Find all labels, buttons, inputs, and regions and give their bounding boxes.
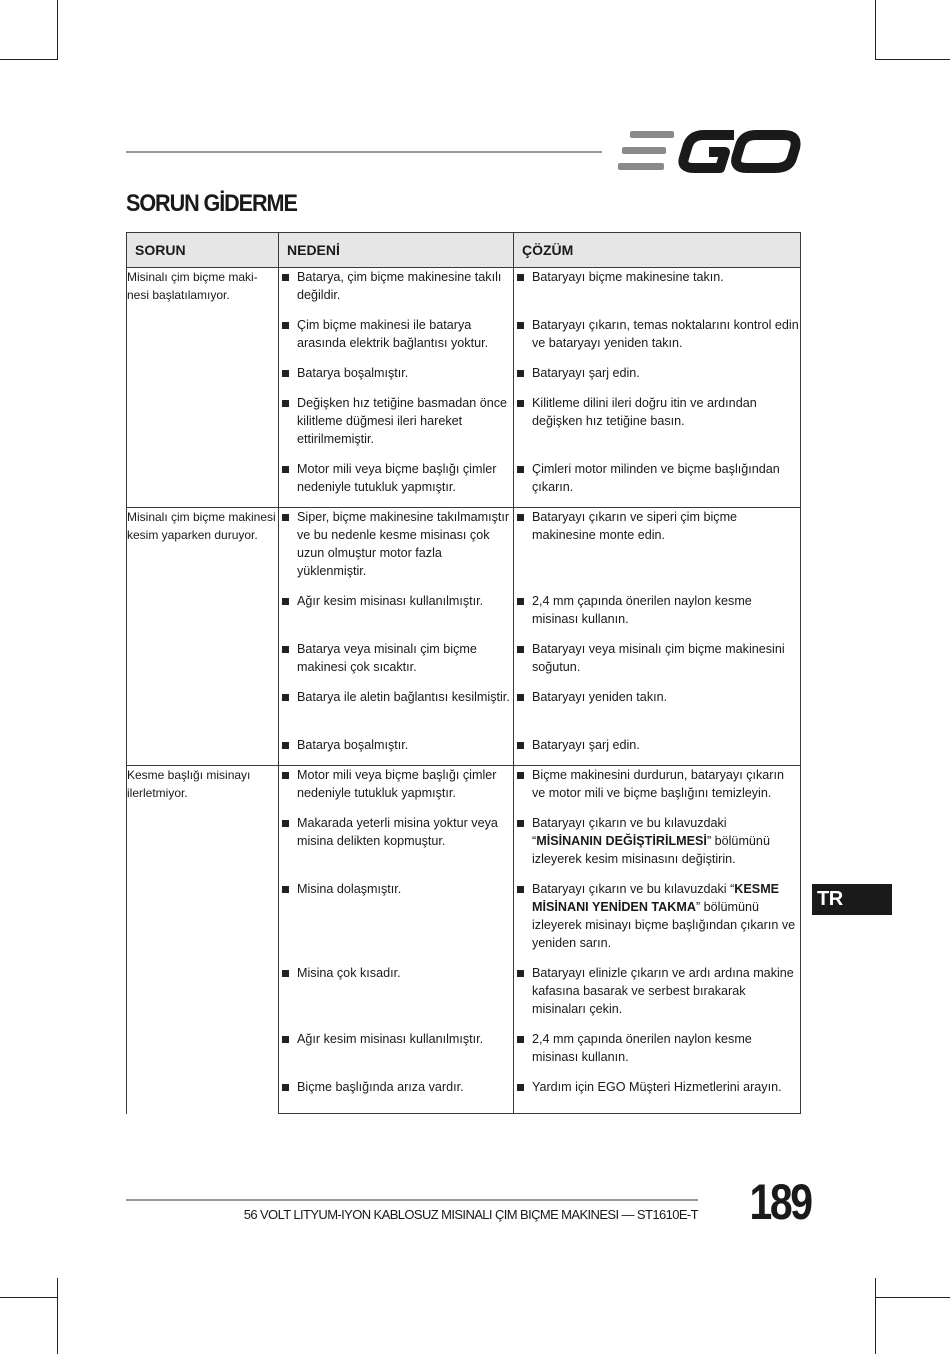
- bullet-icon: [282, 1036, 289, 1043]
- bullet-icon: [517, 820, 524, 827]
- problem-cell: Misinalı çim biçme maki-nesi başlatılamıyor.: [127, 268, 279, 508]
- cause-text: Motor mili veya biçme başlığı çimler nedeniyle tutukluk yapmıştır.: [297, 461, 497, 494]
- solution-cell: [514, 268, 801, 316]
- solution-text: 2,4 mm çapında önerilen naylon kesme misinası kullanın.: [532, 1031, 752, 1064]
- section-reference: MİSİNANIN DEĞİŞTİRİLMESİ: [536, 833, 707, 848]
- solution-cell: [514, 1078, 801, 1114]
- solution-text: [532, 880, 800, 952]
- cause-cell: [279, 964, 514, 1030]
- cause-text: Çim biçme makinesi ile batarya arasında elektrik bağlantısı yoktur.: [297, 317, 489, 350]
- crop-mark: [57, 0, 58, 60]
- cause-cell: [279, 814, 514, 880]
- solution-text-part: Bataryayı çıkarın ve bu kılavuzdaki “: [532, 881, 735, 896]
- bullet-icon: [517, 772, 524, 779]
- solution-text: [532, 814, 800, 868]
- bullet-icon: [517, 466, 524, 473]
- bullet-icon: [282, 322, 289, 329]
- solution-cell: [514, 814, 801, 880]
- solution-text: Bataryayı şarj edin.: [532, 737, 640, 752]
- cause-cell: [279, 688, 514, 736]
- cause-text: Motor mili veya biçme başlığı çimler nedeniyle tutukluk yapmıştır.: [297, 768, 497, 800]
- solution-text: Bataryayı şarj edin.: [532, 365, 640, 380]
- cause-text: Batarya, çim biçme makinesine takılı değildir.: [297, 270, 502, 302]
- solution-text: Bataryayı çıkarın, temas noktalarını kontrol edin ve bataryayı yeniden takın.: [532, 317, 799, 350]
- crop-mark: [875, 0, 876, 60]
- cause-text: Misina dolaşmıştır.: [297, 881, 402, 896]
- solution-text: 2,4 mm çapında önerilen naylon kesme misinası kullanın.: [532, 593, 752, 626]
- bullet-icon: [282, 598, 289, 605]
- header-solution: ÇÖZÜM: [514, 233, 801, 268]
- cause-text: Batarya ile aletin bağlantısı kesilmiştir.: [297, 689, 510, 704]
- cause-text: Batarya veya misinalı çim biçme makinesi çok sıcaktır.: [297, 641, 477, 674]
- footer-title: 56 VOLT LITYUM-IYON KABLOSUZ MISINALI ÇIM BIÇME MAKINESI — ST1610E-T: [243, 1207, 698, 1222]
- solution-cell: [514, 688, 801, 736]
- cause-cell: [279, 640, 514, 688]
- bullet-icon: [282, 772, 289, 779]
- bullet-icon: [282, 370, 289, 377]
- bullet-icon: [517, 886, 524, 893]
- cause-cell: [279, 766, 514, 814]
- bullet-icon: [282, 400, 289, 407]
- solution-cell: [514, 736, 801, 766]
- solution-text: Biçme makinesini durdurun, bataryayı çıkarın ve motor mili ve biçme başlığını temizleyin.: [532, 768, 784, 800]
- cause-text: Değişken hız tetiğine basmadan önce kilitleme düğmesi ileri hareket ettirilmemiştir.: [297, 395, 508, 446]
- solution-cell: [514, 640, 801, 688]
- crop-mark: [875, 59, 950, 60]
- bullet-icon: [517, 514, 524, 521]
- solution-cell: [514, 394, 801, 460]
- cause-text: Batarya boşalmıştır.: [297, 737, 409, 752]
- bullet-icon: [517, 400, 524, 407]
- solution-cell: [514, 592, 801, 640]
- crop-mark: [875, 1297, 950, 1298]
- cause-cell: [279, 736, 514, 766]
- bullet-icon: [282, 742, 289, 749]
- solution-text: Bataryayı biçme makinesine takın.: [532, 270, 724, 284]
- bullet-icon: [517, 646, 524, 653]
- solution-cell: [514, 460, 801, 508]
- bullet-icon: [517, 598, 524, 605]
- cause-text: Batarya boşalmıştır.: [297, 365, 409, 380]
- bullet-icon: [517, 970, 524, 977]
- problem-cell: Misinalı çim biçme makinesi kesim yaparken duruyor.: [127, 508, 279, 766]
- bullet-icon: [517, 694, 524, 701]
- table-row: [127, 508, 801, 592]
- bullet-icon: [517, 742, 524, 749]
- cause-text: Siper, biçme makinesine takılmamıştır ve bu nedenle kesme misinası çok uzun olmuştur motor fazla yüklenmiştir.: [297, 510, 510, 578]
- bullet-icon: [282, 514, 289, 521]
- cause-cell: [279, 268, 514, 316]
- bullet-icon: [282, 820, 289, 827]
- bullet-icon: [282, 970, 289, 977]
- footer-rule: [126, 1199, 698, 1201]
- table-header-row: [127, 233, 801, 268]
- bullet-icon: [517, 370, 524, 377]
- solution-text-part: Bataryayı çıkarın ve bu kılavuzdaki “: [532, 815, 727, 848]
- cause-cell: [279, 880, 514, 964]
- crop-mark: [0, 59, 58, 60]
- cause-cell: [279, 364, 514, 394]
- solution-text: Kilitleme dilini ileri doğru itin ve ardından değişken hız tetiğine basın.: [532, 395, 757, 428]
- cause-cell: [279, 460, 514, 508]
- table-row: [127, 268, 801, 316]
- solution-cell: [514, 766, 801, 814]
- troubleshooting-table: [126, 232, 801, 1114]
- crop-mark: [57, 1278, 58, 1354]
- bullet-icon: [282, 886, 289, 893]
- bullet-icon: [282, 694, 289, 701]
- bullet-icon: [517, 274, 524, 281]
- cause-text: Ağır kesim misinası kullanılmıştır.: [297, 1031, 484, 1046]
- cause-text: Misina çok kısadır.: [297, 965, 401, 980]
- crop-mark: [0, 1297, 58, 1298]
- header-rule: [126, 151, 602, 153]
- page-title: SORUN GİDERME: [126, 190, 297, 217]
- cause-cell: [279, 316, 514, 364]
- bullet-icon: [517, 1084, 524, 1091]
- bullet-icon: [282, 466, 289, 473]
- bullet-icon: [517, 322, 524, 329]
- ego-logo: [616, 128, 802, 174]
- crop-mark: [875, 1278, 876, 1354]
- cause-cell: [279, 394, 514, 460]
- cause-cell: [279, 592, 514, 640]
- solution-text-part: ” bölümünü izleyerek misinayı biçme başlığından çıkarın ve yeniden sarın.: [532, 899, 796, 950]
- solution-cell: [514, 364, 801, 394]
- header-cause: NEDENİ: [279, 233, 514, 268]
- cause-cell: [279, 1078, 514, 1114]
- solution-cell: [514, 508, 801, 592]
- solution-cell: [514, 1030, 801, 1078]
- solution-text-part: ” bölümünü izleyerek kesim misinasını değiştirin.: [532, 833, 770, 866]
- solution-text: Bataryayı veya misinalı çim biçme makinesini soğutun.: [532, 641, 785, 674]
- solution-cell: [514, 880, 801, 964]
- cause-text: Makarada yeterli misina yoktur veya misina delikten kopmuştur.: [297, 815, 498, 848]
- bullet-icon: [517, 1036, 524, 1043]
- section-reference: KESME MİSİNANI YENİDEN TAKMA: [532, 881, 780, 914]
- bullet-icon: [282, 1084, 289, 1091]
- solution-text: Bataryayı çıkarın ve siperi çim biçme makinesine monte edin.: [532, 510, 738, 542]
- cause-text: Ağır kesim misinası kullanılmıştır.: [297, 593, 484, 608]
- problem-cell: Kesme başlığı misinayı ilerletmiyor.: [127, 766, 279, 1114]
- solution-cell: [514, 964, 801, 1030]
- cause-text: Biçme başlığında arıza vardır.: [297, 1079, 464, 1094]
- header-problem: SORUN: [127, 233, 279, 268]
- bullet-icon: [282, 274, 289, 281]
- solution-text: Çimleri motor milinden ve biçme başlığından çıkarın.: [532, 461, 780, 494]
- solution-cell: [514, 316, 801, 364]
- bullet-icon: [282, 646, 289, 653]
- solution-text: Yardım için EGO Müşteri Hizmetlerini arayın.: [532, 1079, 782, 1094]
- cause-cell: [279, 508, 514, 592]
- cause-cell: [279, 1030, 514, 1078]
- solution-text: Bataryayı yeniden takın.: [532, 689, 668, 704]
- table-row: [127, 766, 801, 814]
- page-number: 189: [749, 1174, 811, 1230]
- language-tab: TR: [812, 884, 892, 915]
- solution-text: Bataryayı elinizle çıkarın ve ardı ardına makine kafasına basarak ve serbest bırakarak misinaları çekin.: [532, 965, 794, 1016]
